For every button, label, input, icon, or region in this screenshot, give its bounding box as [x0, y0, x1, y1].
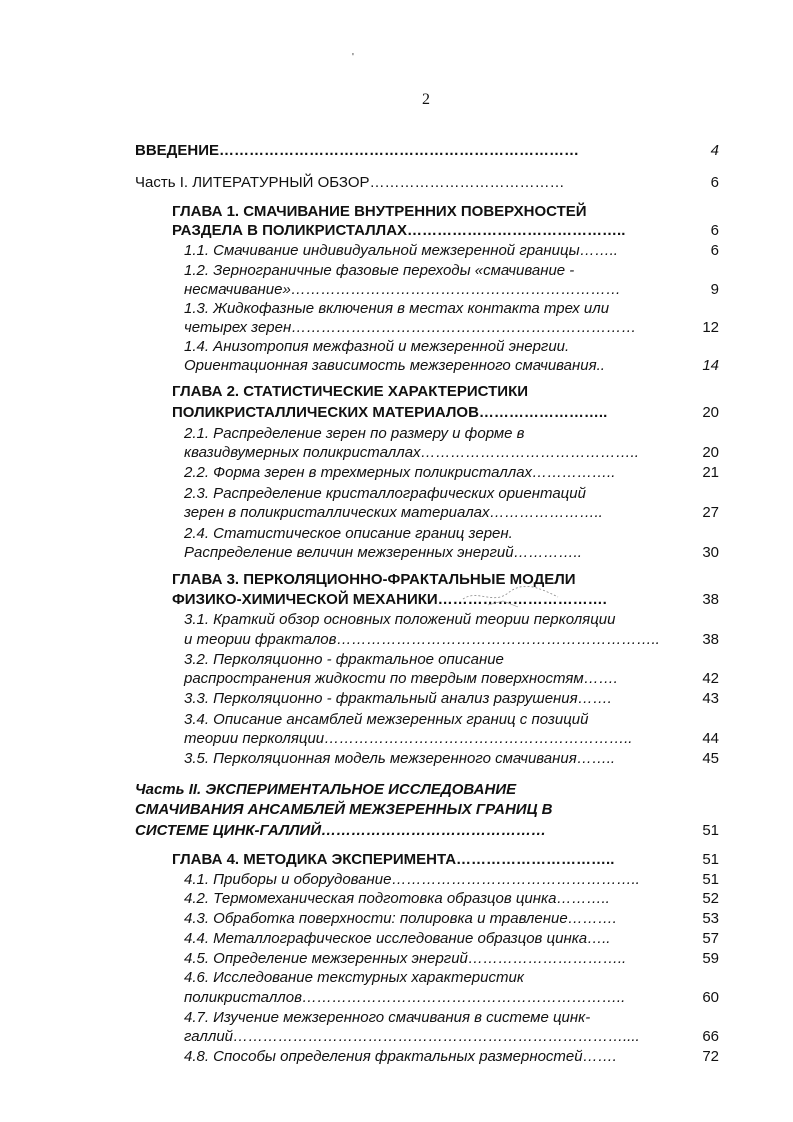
toc-entry-page: 66 [702, 1028, 719, 1045]
toc-entry[interactable] [0, 1027, 793, 1047]
toc-entry[interactable] [0, 590, 793, 610]
toc-entry-title: Часть I. ЛИТЕРАТУРНЫЙ ОБЗОР………………………………… [135, 174, 565, 191]
toc-entry-page: 30 [702, 544, 719, 561]
page-number: 2 [422, 91, 430, 108]
toc-entry-page: 51 [702, 851, 719, 868]
toc-entry[interactable] [0, 630, 793, 650]
toc-entry-title: 4.2. Термомеханическая подготовка образцов цинка……….. [184, 890, 610, 907]
toc-entry-title: квазидвумерных поликристаллах…………………………………….. [184, 444, 639, 461]
toc-entry[interactable] [0, 949, 793, 969]
toc-entry[interactable] [0, 729, 793, 749]
toc-entry-title: 4.3. Обработка поверхности: полировка и травление………. [184, 910, 617, 927]
toc-entry-title: Распределение величин межзеренных энергий………….. [184, 544, 582, 561]
toc-entry[interactable] [0, 669, 793, 689]
toc-entry-title: 3.2. Перколяционно - фрактальное описание [184, 651, 504, 668]
toc-entry-title: ФИЗИКО-ХИМИЧЕСКОЙ МЕХАНИКИ……………………………. [172, 591, 607, 608]
toc-entry[interactable] [0, 821, 793, 841]
toc-entry[interactable] [0, 610, 793, 630]
toc-entry-page: 4 [710, 142, 719, 159]
toc-entry-title: галлий…………………………………………………………………….... [184, 1028, 640, 1045]
toc-entry-title: 1.4. Анизотропия межфазной и межзеренной энергии. [184, 338, 570, 355]
toc-entry[interactable] [0, 484, 793, 504]
toc-entry-page: 21 [702, 464, 719, 481]
toc-entry[interactable] [0, 570, 793, 590]
toc-entry-page: 20 [702, 404, 719, 421]
toc-entry-title: 4.8. Способы определения фрактальных размерностей……. [184, 1048, 617, 1065]
toc-entry[interactable] [0, 543, 793, 563]
toc-entry-page: 12 [702, 319, 719, 336]
toc-entry-title: СМАЧИВАНИЯ АНСАМБЛЕЙ МЕЖЗЕРЕННЫХ ГРАНИЦ В [135, 801, 553, 818]
toc-entry[interactable] [0, 968, 793, 988]
toc-entry[interactable] [0, 870, 793, 890]
toc-entry-page: 53 [702, 910, 719, 927]
toc-entry-page: 52 [702, 890, 719, 907]
toc-entry[interactable] [0, 403, 793, 423]
toc-entry-title: 2.3. Распределение кристаллографических ориентаций [184, 485, 586, 502]
toc-entry-page: 44 [702, 730, 719, 747]
toc-entry[interactable] [0, 382, 793, 402]
page-mark: ' [352, 52, 354, 63]
toc-entry-page: 38 [702, 631, 719, 648]
toc-entry[interactable] [0, 850, 793, 870]
toc-entry-title: 2.1. Распределение зерен по размеру и форме в [184, 425, 525, 442]
toc-entry-page: 45 [702, 750, 719, 767]
toc-entry-title: 4.4. Металлографическое исследование образцов цинка….. [184, 930, 611, 947]
toc-entry[interactable] [0, 299, 793, 319]
toc-entry-title: 1.2. Зернограничные фазовые переходы «смачивание - [184, 262, 575, 279]
toc-entry[interactable] [0, 241, 793, 261]
toc-entry-page: 43 [702, 690, 719, 707]
toc-entry-title: ПОЛИКРИСТАЛЛИЧЕСКИХ МАТЕРИАЛОВ…………………….. [172, 404, 608, 421]
toc-entry[interactable] [0, 318, 793, 338]
toc-entry-title: 2.4. Статистическое описание границ зерен. [184, 525, 513, 542]
toc-entry-page: 27 [702, 504, 719, 521]
toc-entry-title: 4.6. Исследование текстурных характеристик [184, 969, 524, 986]
toc-entry-page: 6 [710, 222, 719, 239]
toc-entry-title: несмачивание»………………………………………………………… [184, 281, 621, 298]
toc-entry-page: 6 [710, 174, 719, 191]
toc-entry-title: распространения жидкости по твердым поверхностям……. [184, 670, 618, 687]
toc-entry-title: и теории фракталов……………………………………………………….. [184, 631, 660, 648]
toc-entry-title: ВВЕДЕНИЕ……………………………………………………………… [135, 142, 579, 159]
toc-entry[interactable] [0, 689, 793, 709]
toc-entry[interactable] [0, 650, 793, 670]
toc-entry[interactable] [0, 463, 793, 483]
toc-entry[interactable] [0, 424, 793, 444]
toc-entry-page: 14 [702, 357, 719, 374]
toc-entry[interactable] [0, 337, 793, 357]
toc-entry-title: 4.5. Определение межзеренных энергий………………………….. [184, 950, 627, 967]
toc-entry-title: 4.7. Изучение межзеренного смачивания в системе цинк- [184, 1009, 591, 1026]
toc-entry-page: 38 [702, 591, 719, 608]
toc-entry[interactable] [0, 503, 793, 523]
toc-entry-page: 57 [702, 930, 719, 947]
toc-entry-title: зерен в поликристаллических материалах………………….. [184, 504, 603, 521]
toc-entry-page: 72 [702, 1048, 719, 1065]
toc-entry[interactable] [0, 909, 793, 929]
toc-entry[interactable] [0, 202, 793, 222]
toc-entry[interactable] [0, 261, 793, 281]
toc-entry-title: поликристаллов……………………………………………………….. [184, 989, 626, 1006]
toc-entry[interactable] [0, 1047, 793, 1067]
toc-entry[interactable] [0, 780, 793, 800]
toc-entry-title: 1.3. Жидкофазные включения в местах контакта трех или [184, 300, 610, 317]
toc-entry-title: 3.1. Краткий обзор основных положений теории перколяции [184, 611, 616, 628]
toc-entry[interactable] [0, 173, 793, 193]
toc-entry-title: четырех зерен…………………………………………………………… [184, 319, 637, 336]
toc-entry[interactable] [0, 710, 793, 730]
toc-entry-page: 6 [710, 242, 719, 259]
toc-entry-page: 20 [702, 444, 719, 461]
toc-entry-page: 60 [702, 989, 719, 1006]
toc-entry-title: РАЗДЕЛА В ПОЛИКРИСТАЛЛАХ…………………………………….. [172, 222, 626, 239]
toc-entry-title: 3.3. Перколяционно - фрактальный анализ разрушения……. [184, 690, 612, 707]
toc-entry-title: 3.4. Описание ансамблей межзеренных границ с позиций [184, 711, 589, 728]
toc-entry-title: 3.5. Перколяционная модель межзеренного смачивания…….. [184, 750, 616, 767]
toc-entry[interactable] [0, 988, 793, 1008]
toc-entry[interactable] [0, 280, 793, 300]
toc-entry[interactable] [0, 141, 793, 161]
toc-entry-title: ГЛАВА 1. СМАЧИВАНИЕ ВНУТРЕННИХ ПОВЕРХНОСТЕЙ [172, 203, 587, 220]
toc-entry-title: теории перколяции…………………………………………………….. [184, 730, 633, 747]
toc-entry[interactable] [0, 749, 793, 769]
toc-entry-title: 1.1. Смачивание индивидуальной межзеренной границы…….. [184, 242, 618, 259]
toc-entry-title: ГЛАВА 4. МЕТОДИКА ЭКСПЕРИМЕНТА………………………….. [172, 851, 615, 868]
toc-entry[interactable] [0, 356, 793, 376]
toc-entry-title: ГЛАВА 3. ПЕРКОЛЯЦИОННО-ФРАКТАЛЬНЫЕ МОДЕЛИ [172, 571, 576, 588]
toc-entry-title: Часть II. ЭКСПЕРИМЕНТАЛЬНОЕ ИССЛЕДОВАНИЕ [135, 781, 517, 798]
toc-entry-page: 51 [702, 822, 719, 839]
toc-entry[interactable] [0, 443, 793, 463]
toc-entry-title: СИСТЕМЕ ЦИНК-ГАЛЛИЙ……………………………………… [135, 822, 547, 839]
toc-entry[interactable] [0, 221, 793, 241]
toc-entry-title: 4.1. Приборы и оборудование………………………………………….. [184, 871, 640, 888]
toc-entry-title: 2.2. Форма зерен в трехмерных поликристаллах…………….. [184, 464, 616, 481]
toc-entry-page: 51 [702, 871, 719, 888]
toc-entry-page: 42 [702, 670, 719, 687]
toc-entry[interactable] [0, 929, 793, 949]
toc-entry[interactable] [0, 1008, 793, 1028]
toc-entry[interactable] [0, 524, 793, 544]
toc-entry-page: 9 [710, 281, 719, 298]
toc-entry-title: ГЛАВА 2. СТАТИСТИЧЕСКИЕ ХАРАКТЕРИСТИКИ [172, 383, 529, 400]
toc-entry-page: 59 [702, 950, 719, 967]
toc-entry[interactable] [0, 889, 793, 909]
toc-entry[interactable] [0, 800, 793, 820]
toc-entry-title: Ориентационная зависимость межзеренного смачивания.. [184, 357, 605, 374]
